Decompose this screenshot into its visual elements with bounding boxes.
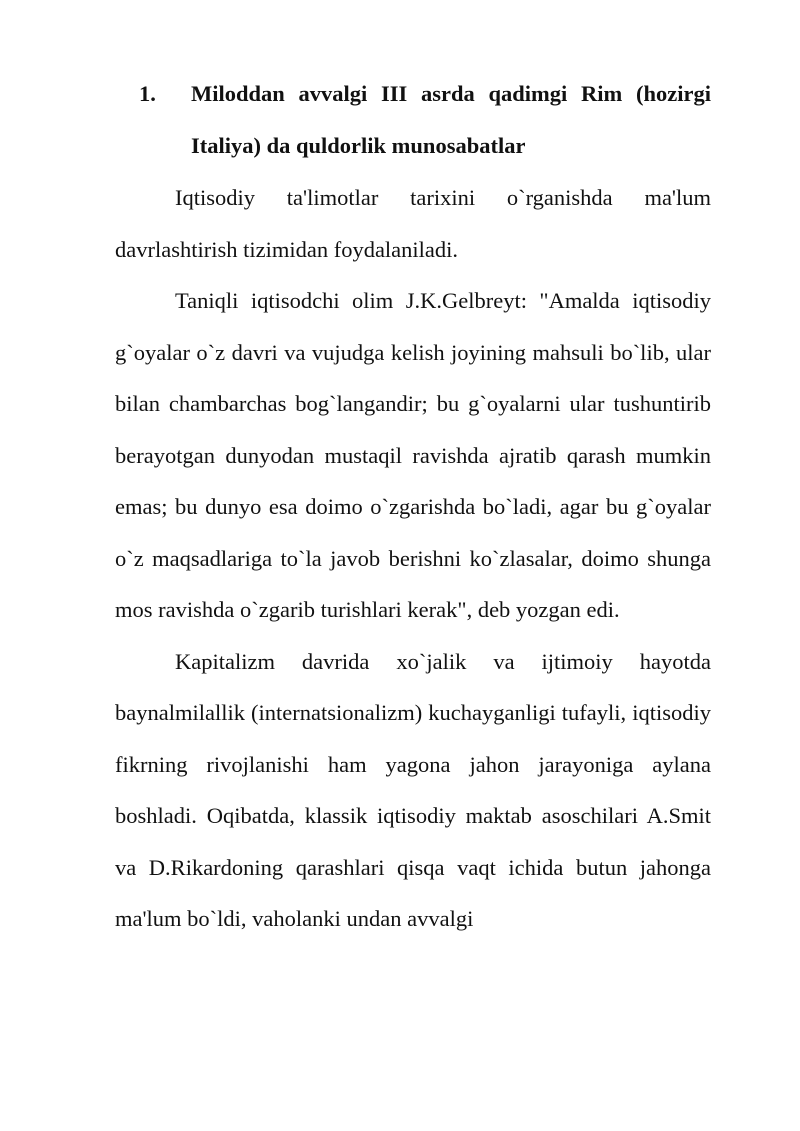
paragraph-1: Iqtisodiy ta'limotlar tarixini o`rganishda ma'lum davrlashtirish tizimidan foydalaniladi. <box>115 185 711 262</box>
paragraph-3: Kapitalizm davrida xo`jalik va ijtimoiy hayotda baynalmilallik (internatsionalizm) kuchayganligi tufayli, iqtisodiy fikrning rivojlanishi ham yagona jahon jarayoniga aylana boshladi. Oqibatda, klassik iqtisodiy maktab asoschilari A.Smit va D.Rikardoning qarashlari qisqa vaqt ichida butun jahonga ma'lum bo`ldi, vaholanki undan avvalgi <box>115 648 711 931</box>
document-page <box>115 68 711 945</box>
heading-number: 1. <box>139 81 156 106</box>
heading-text: Miloddan avvalgi III asrda qadimgi Rim (hozirgi Italiya) da quldorlik munosabatlar <box>191 81 711 158</box>
paragraph-2: Taniqli iqtisodchi olim J.K.Gelbreyt: "Amalda iqtisodiy g`oyalar o`z davri va vujudga kelish joyining mahsuli bo`lib, ular bilan chambarchas bog`langandir; bu g`oyalarni ular tushuntirib berayotgan dunyodan mustaqil ravishda ajratib qarash mumkin emas; bu dunyo esa doimo o`zgarishda bo`ladi, agar bu g`oyalar o`z maqsadlariga to`la javob berishni ko`zlasalar, doimo shunga mos ravishda o`zgarib turishlari kerak", deb yozgan edi. <box>115 288 711 622</box>
section-heading <box>115 68 711 172</box>
